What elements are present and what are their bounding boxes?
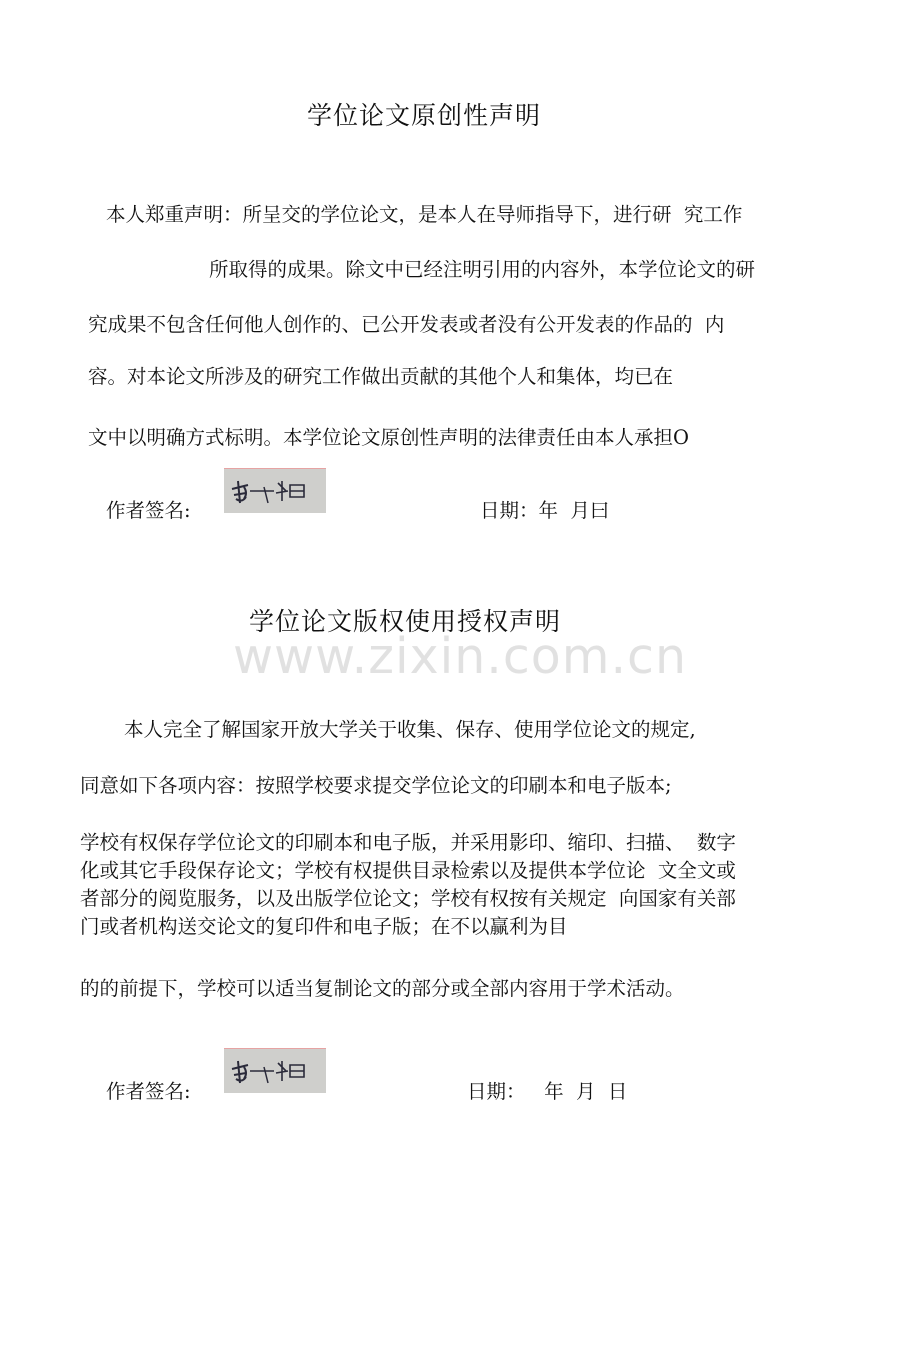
author-signature-label-2: 作者签名: [106,1080,191,1103]
originality-line-3: 究成果不包含任何他人创作的、已公开发表或者没有公开发表的作品的 内 [88,313,725,336]
originality-line-1: 本人郑重声明：所呈交的学位论文，是本人在导师指导下，进行研 究工作 [106,203,743,226]
authorization-paragraph-line-2: 化或其它手段保存论文；学校有权提供目录检索以及提供本学位论 文全文或 [80,859,736,882]
originality-line-5: 文中以明确方式标明。本学位论文原创性声明的法律责任由本人承担O [88,426,689,449]
authorization-paragraph-line-1: 学校有权保存学位论文的印刷本和电子版，并采用影印、缩印、扫描、 数字 [80,831,736,854]
originality-line-4: 容。对本论文所涉及的研究工作做出贡献的其他个人和集体，均已在 [88,365,674,388]
authorization-last-line: 的的前提下，学校可以适当复制论文的部分或全部内容用于学术活动。 [80,977,685,1000]
handwritten-signature-image [224,468,326,513]
authorization-line-2: 同意如下各项内容：按照学校要求提交学位论文的印刷本和电子版本; [80,774,672,797]
originality-statement-title: 学位论文原创性声明 [307,101,542,130]
copyright-authorization-title: 学位论文版权使用授权声明 [249,607,562,636]
authorization-paragraph [80,829,736,941]
authorization-paragraph-line-4: 门或者机构送交论文的复印件和电子版；在不以赢利为目 [80,915,568,938]
author-signature-label: 作者签名: [106,499,191,522]
authorization-line-1: 本人完全了解国家开放大学关于收集、保存、使用学位论文的规定, [124,718,696,741]
originality-line-2: 所取得的成果。除文中已经注明引用的内容外，本学位论文的研 [209,258,756,281]
date-label-2: 日期： 年 月 日 [467,1080,628,1103]
date-label: 日期：年 月曰 [480,499,610,522]
watermark: www.zixin.com.cn [232,628,688,685]
handwritten-signature-image-2 [224,1048,326,1093]
authorization-paragraph-line-3: 者部分的阅览服务，以及出版学位论文；学校有权按有关规定 向国家有关部 [80,887,736,910]
